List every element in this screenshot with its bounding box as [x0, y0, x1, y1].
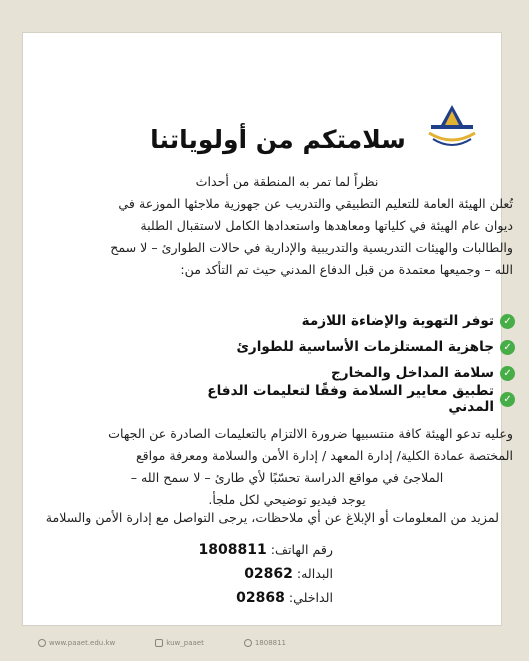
announcement-card	[22, 32, 513, 626]
closing-line: الملاجئ في مواقع الدراسة تحسّبًا لأي طارئ – لا سمح الله –	[130, 470, 444, 485]
switchboard-row	[173, 562, 333, 586]
checklist-item	[163, 383, 515, 415]
paaet-logo	[423, 103, 481, 153]
checklist-item-label: سلامة المداخل والمخارج	[331, 365, 494, 381]
phone-link[interactable]	[244, 639, 286, 647]
check-circle-icon: ✓	[500, 366, 515, 381]
phone-label: رقم الهاتف:	[270, 542, 333, 557]
contact-section	[21, 506, 499, 530]
check-circle-icon: ✓	[500, 314, 515, 329]
social-text: kuw_paaet	[166, 639, 204, 647]
checklist-item	[163, 308, 515, 334]
intro-line: ديوان عام الهيئة في كلياتها ومعاهدها واستعدادها الكامل لاستقبال الطلبة	[140, 218, 513, 233]
closing-line: يوجد فيديو توضيحي لكل ملجأ.	[208, 492, 366, 507]
x-social-icon	[155, 639, 163, 647]
contact-text: لمزيد من المعلومات أو الإبلاغ عن أي ملاحظات، يرجى التواصل مع إدارة الأمن والسلامة	[45, 510, 499, 525]
logo-emblem-icon	[423, 103, 481, 153]
checklist	[163, 308, 515, 415]
extension-label: الداخلي:	[288, 590, 333, 605]
intro-lead: نظراً لما تمر به المنطقة من أحداث	[195, 174, 379, 189]
checklist-item	[163, 334, 515, 360]
intro-paragraph	[61, 171, 513, 281]
phone-list	[173, 538, 333, 610]
extension-row	[173, 586, 333, 610]
checklist-item-label: تطبيق معايير السلامة وفقًا لتعليمات الدفاع المدني	[207, 383, 494, 415]
footer	[22, 634, 500, 652]
checklist-item-label: توفر التهوية والإضاءة اللازمة	[301, 313, 494, 329]
globe-icon	[38, 639, 46, 647]
intro-line: الله – وجميعها معتمدة من قبل الدفاع المدني حيث تم التأكد من:	[180, 262, 513, 277]
intro-line: تُعلن الهيئة العامة للتعليم التطبيقي والتدريب عن جهوزية ملاجئها الموزعة في	[118, 196, 513, 211]
closing-paragraph	[61, 423, 513, 511]
switchboard-number: 02862	[244, 566, 293, 582]
phone-number: 1808811	[198, 542, 267, 558]
closing-line: وعليه تدعو الهيئة كافة منتسبيها ضرورة الالتزام بالتعليمات الصادرة عن الجهات	[108, 426, 513, 441]
social-link[interactable]	[155, 639, 204, 647]
website-text: www.paaet.edu.kw	[49, 639, 116, 647]
extension-number: 02868	[236, 590, 285, 606]
check-circle-icon: ✓	[500, 392, 515, 407]
website-link[interactable]	[38, 639, 115, 647]
footer-phone-text: 1808811	[254, 639, 287, 647]
phone-row	[173, 538, 333, 562]
page-title: سلامتكم من أولوياتنا	[150, 125, 406, 154]
checklist-item-label: جاهزية المستلزمات الأساسية للطوارئ	[236, 339, 494, 355]
switchboard-label: البداله:	[296, 566, 333, 581]
phone-icon	[244, 639, 252, 647]
intro-line: والطالبات والهيئات التدريسية والتدريبية والإدارية في حالات الطوارئ – لا سمح	[110, 240, 513, 255]
check-circle-icon: ✓	[500, 340, 515, 355]
closing-line: المختصة عمادة الكلية/ إدارة المعهد / إدارة الأمن والسلامة ومعرفة مواقع	[135, 448, 513, 463]
